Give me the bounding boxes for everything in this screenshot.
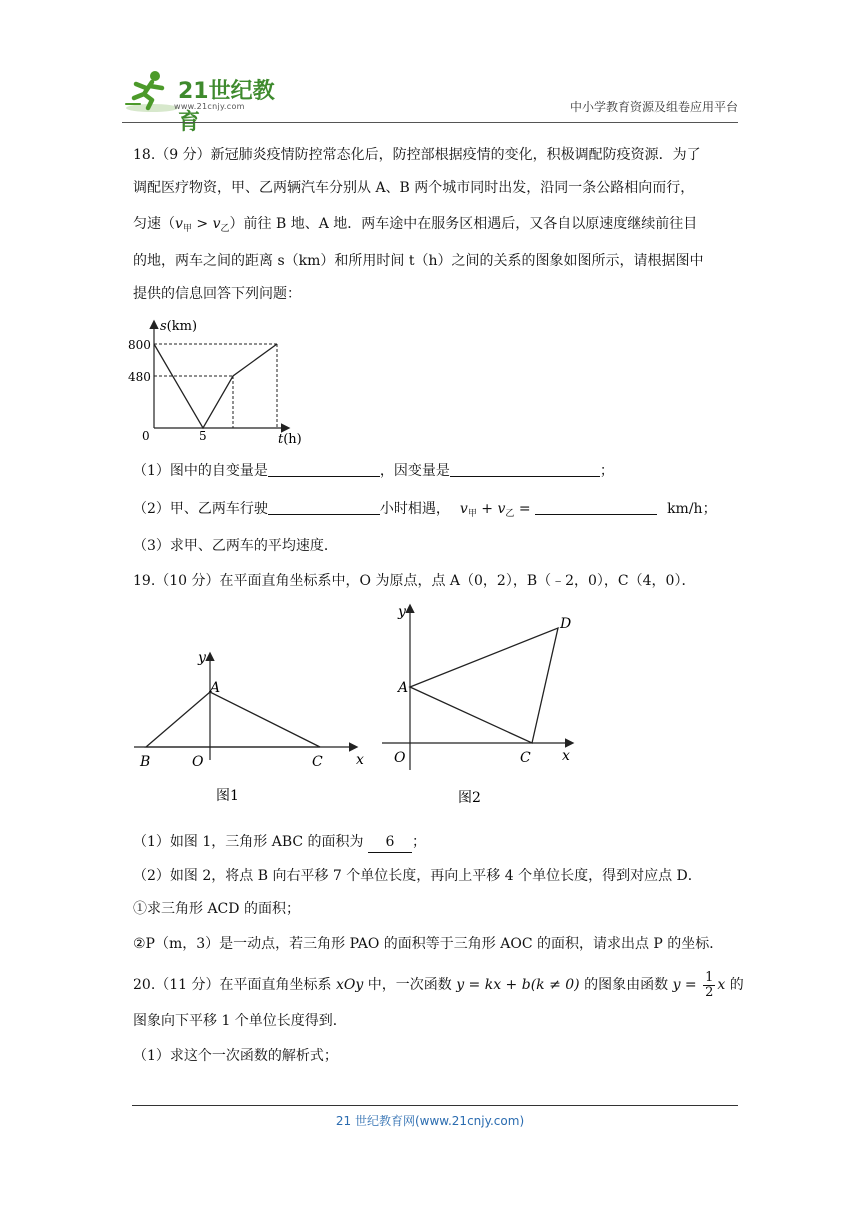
- q19-part-1: （1）如图 1，三角形 ABC 的面积为 6 ；: [133, 832, 426, 853]
- fig1-point-a: A: [210, 680, 221, 696]
- sub-yi: 乙: [220, 224, 230, 234]
- blank-meet-time[interactable]: [268, 500, 380, 515]
- triangle-abc: [146, 692, 320, 747]
- fig2-point-o: O: [394, 750, 406, 766]
- q19-part-2-2: ②P（m，3）是一动点，若三角形 PAO 的面积等于三角形 AOC 的面积，请求出点 P 的坐标．: [133, 936, 724, 952]
- footer-divider: [132, 1105, 738, 1106]
- q19-part-2-1: ①求三角形 ACD 的面积；: [133, 901, 300, 917]
- fig1-x-label: x: [356, 752, 364, 768]
- x-axis-label: t(h): [278, 432, 302, 447]
- q18-line-2: 调配医疗物资，甲、乙两辆汽车分别从 A、B 两个城市同时出发，沿同一条公路相向而行，: [133, 180, 695, 196]
- header-divider: [122, 122, 738, 123]
- velocity-var: v: [212, 216, 221, 232]
- q18-part-1: （1）图中的自变量是 ，因变量是 ；: [133, 463, 614, 479]
- logo-url: www.21cnjy.com: [174, 102, 245, 111]
- page-header: [122, 68, 738, 135]
- fig1-caption: 图1: [216, 788, 239, 804]
- q20-line-2: 图象向下平移 1 个单位长度得到．: [133, 1013, 347, 1029]
- brand-logo: [122, 68, 292, 135]
- figure-2-triangle-acd: [380, 600, 590, 810]
- fig1-point-o: O: [192, 754, 204, 770]
- fig2-y-label: y: [398, 604, 406, 620]
- linear-function: y = kx + b(k ≠ 0): [456, 977, 580, 993]
- blank-dependent-var[interactable]: [450, 462, 600, 477]
- q20-part-1: （1）求这个一次函数的解析式；: [133, 1048, 338, 1064]
- tick-480: 480: [128, 370, 151, 384]
- logo-text: 21世纪教育: [178, 79, 275, 135]
- fig2-caption: 图2: [458, 790, 481, 806]
- q19-line-1: 19.（10 分）在平面直角坐标系中，O 为原点，点 A（0，2），B（﹣2，0），C（4，0）．: [133, 573, 696, 589]
- blank-independent-var[interactable]: [268, 462, 380, 477]
- q19-part-2: （2）如图 2，将点 B 向右平移 7 个单位长度，再向上平移 4 个单位长度，得到对应点 D．: [133, 868, 702, 884]
- y-axis-label: s(km): [160, 319, 198, 334]
- q18-line-3: [133, 214, 697, 239]
- q20-line-1: 20.（11 分）在平面直角坐标系 xOy 中，一次函数 y = kx + b(k ≠ 0) 的图象由函数 y = $\frac{1}{2}$ x 的: [133, 969, 744, 1000]
- velocity-var: v: [175, 216, 183, 232]
- triangle-acd: [410, 628, 558, 743]
- q18-line-1: 18.（9 分）新冠肺炎疫情防控常态化后，防控部根据疫情的变化，积极调配防疫资源．为了: [133, 147, 701, 163]
- q18-l3-start: 匀速（: [133, 216, 175, 232]
- fig2-point-c: C: [520, 750, 531, 766]
- distance-line: [154, 344, 277, 428]
- fig1-point-b: B: [140, 754, 151, 770]
- answer-area[interactable]: 6: [368, 832, 412, 853]
- footer-link[interactable]: 21 世纪教育网(www.21cnjy.com): [335, 1114, 525, 1128]
- tick-800: 800: [128, 338, 151, 352]
- fig1-point-c: C: [312, 754, 323, 770]
- fig2-point-a: A: [398, 680, 409, 696]
- fig2-point-d: D: [560, 616, 572, 632]
- q18-line-5: 提供的信息回答下列问题：: [133, 286, 301, 302]
- tick-origin: 0: [142, 429, 150, 443]
- platform-name: 中小学教育资源及组卷应用平台: [569, 100, 738, 114]
- tick-5: 5: [199, 429, 207, 443]
- blank-speed-sum[interactable]: [535, 500, 657, 515]
- figure-1-triangle-abc: [126, 640, 376, 810]
- fig2-x-label: x: [562, 748, 570, 764]
- fig1-y-label: y: [198, 650, 206, 666]
- q18-part-3: （3）求甲、乙两车的平均速度．: [133, 538, 338, 554]
- q18-line-4: 的地，两车之间的距离 s（km）和所用时间 t（h）之间的关系的图象如图所示，请根据图中: [133, 253, 704, 269]
- distance-time-graph: [120, 310, 320, 450]
- fraction-one-half: $\frac{1}{2}$: [705, 969, 714, 1000]
- sub-jia: 甲: [182, 224, 192, 234]
- q18-part-2: （2）甲、乙两车行驶 小时相遇， $v_甲 + v_乙 = km/h$；: [133, 501, 717, 519]
- xoy-label: xOy: [335, 977, 364, 993]
- runner-icon: [122, 68, 178, 114]
- gt-sign: >: [191, 216, 213, 232]
- q18-l3-end: ）前往 B 地、A 地．两车途中在服务区相遇后，又各自以原速度继续前往目: [229, 216, 698, 232]
